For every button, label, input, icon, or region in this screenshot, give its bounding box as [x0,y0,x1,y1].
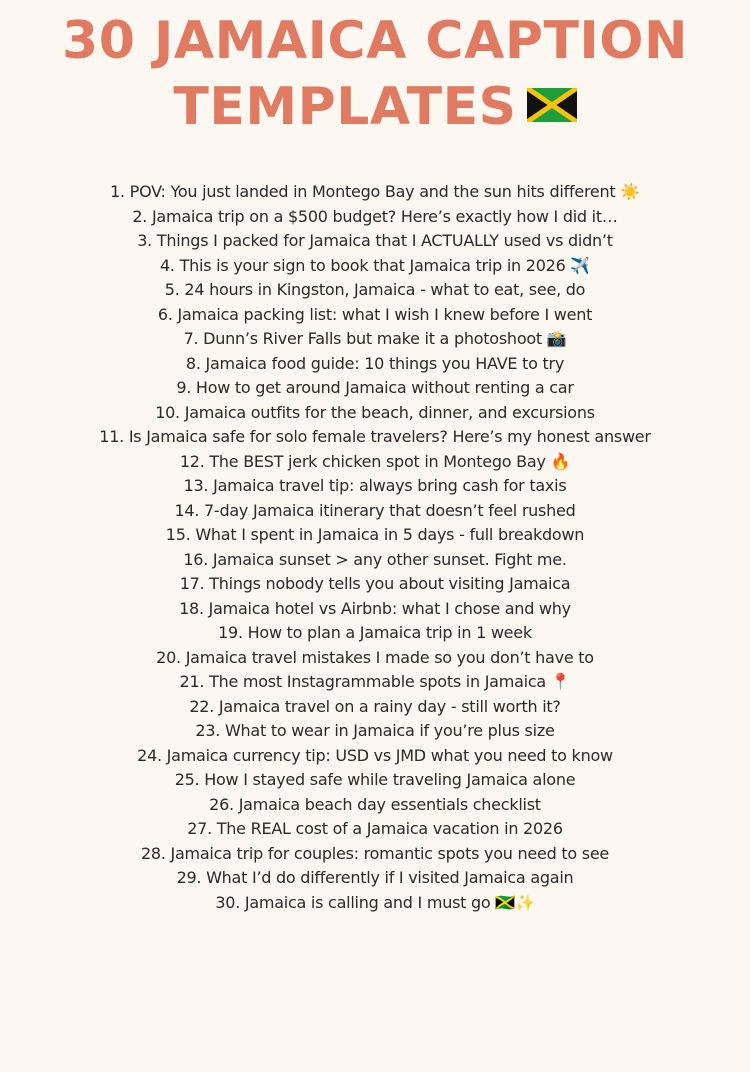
caption-item: 13. Jamaica travel tip: always bring cash for taxis [183,476,567,495]
caption-item: 9. How to get around Jamaica without renting a car [176,378,574,397]
title-line-2 [0,74,750,140]
caption-item: 23. What to wear in Jamaica if you’re plus size [195,721,555,740]
caption-item: 12. The BEST jerk chicken spot in Montego Bay 🔥 [179,451,571,471]
caption-item: 27. The REAL cost of a Jamaica vacation in 2026 [187,819,563,838]
caption-item: 8. Jamaica food guide: 10 things you HAVE to try [185,353,565,373]
caption-item: 4. This is your sign to book that Jamaica trip in 2026 ✈️ [159,255,591,275]
caption-list [0,180,750,915]
caption-item: 18. Jamaica hotel vs Airbnb: what I chose and why [179,598,571,618]
title-line-1: 30 JAMAICA CAPTION [62,11,688,71]
jamaica-flag-icon [527,72,577,138]
caption-item: 3. Things I packed for Jamaica that I ACTUALLY used vs didn’t [137,231,613,250]
title-line-2-text: TEMPLATES [173,77,517,137]
caption-item: 10. Jamaica outfits for the beach, dinner, and excursions [155,402,595,422]
caption-item: 15. What I spent in Jamaica in 5 days - full breakdown [165,525,585,544]
caption-item: 11. Is Jamaica safe for solo female travelers? Here’s my honest answer [99,427,651,446]
caption-item: 29. What I’d do differently if I visited Jamaica again [176,868,574,887]
caption-item: 30. Jamaica is calling and I must go 🇯🇲✨ [215,892,535,912]
caption-item: 22. Jamaica travel on a rainy day - still worth it? [189,696,561,716]
caption-item: 16. Jamaica sunset > any other sunset. Fight me. [183,549,567,569]
caption-item: 25. How I stayed safe while traveling Jamaica alone [174,770,576,789]
caption-item: 5. 24 hours in Kingston, Jamaica - what to eat, see, do [164,280,586,299]
caption-item: 26. Jamaica beach day essentials checklist [209,794,541,814]
caption-item: 28. Jamaica trip for couples: romantic spots you need to see [140,843,610,863]
caption-item: 19. How to plan a Jamaica trip in 1 week [218,623,532,642]
caption-item: 7. Dunn’s River Falls but make it a photoshoot 📸 [183,329,567,348]
caption-item: 21. The most Instagrammable spots in Jamaica 📍 [179,672,571,691]
caption-item: 24. Jamaica currency tip: USD vs JMD what you need to know [137,745,613,765]
caption-item: 1. POV: You just landed in Montego Bay and the sun hits different ☀️ [110,182,640,201]
caption-item: 14. 7-day Jamaica itinerary that doesn’t feel rushed [174,500,576,520]
caption-item: 17. Things nobody tells you about visiting Jamaica [179,574,571,593]
caption-item: 2. Jamaica trip on a $500 budget? Here’s exactly how I did it… [132,206,618,226]
page-title [0,8,750,140]
caption-item: 20. Jamaica travel mistakes I made so you don’t have to [156,647,594,667]
caption-item: 6. Jamaica packing list: what I wish I knew before I went [157,304,593,324]
